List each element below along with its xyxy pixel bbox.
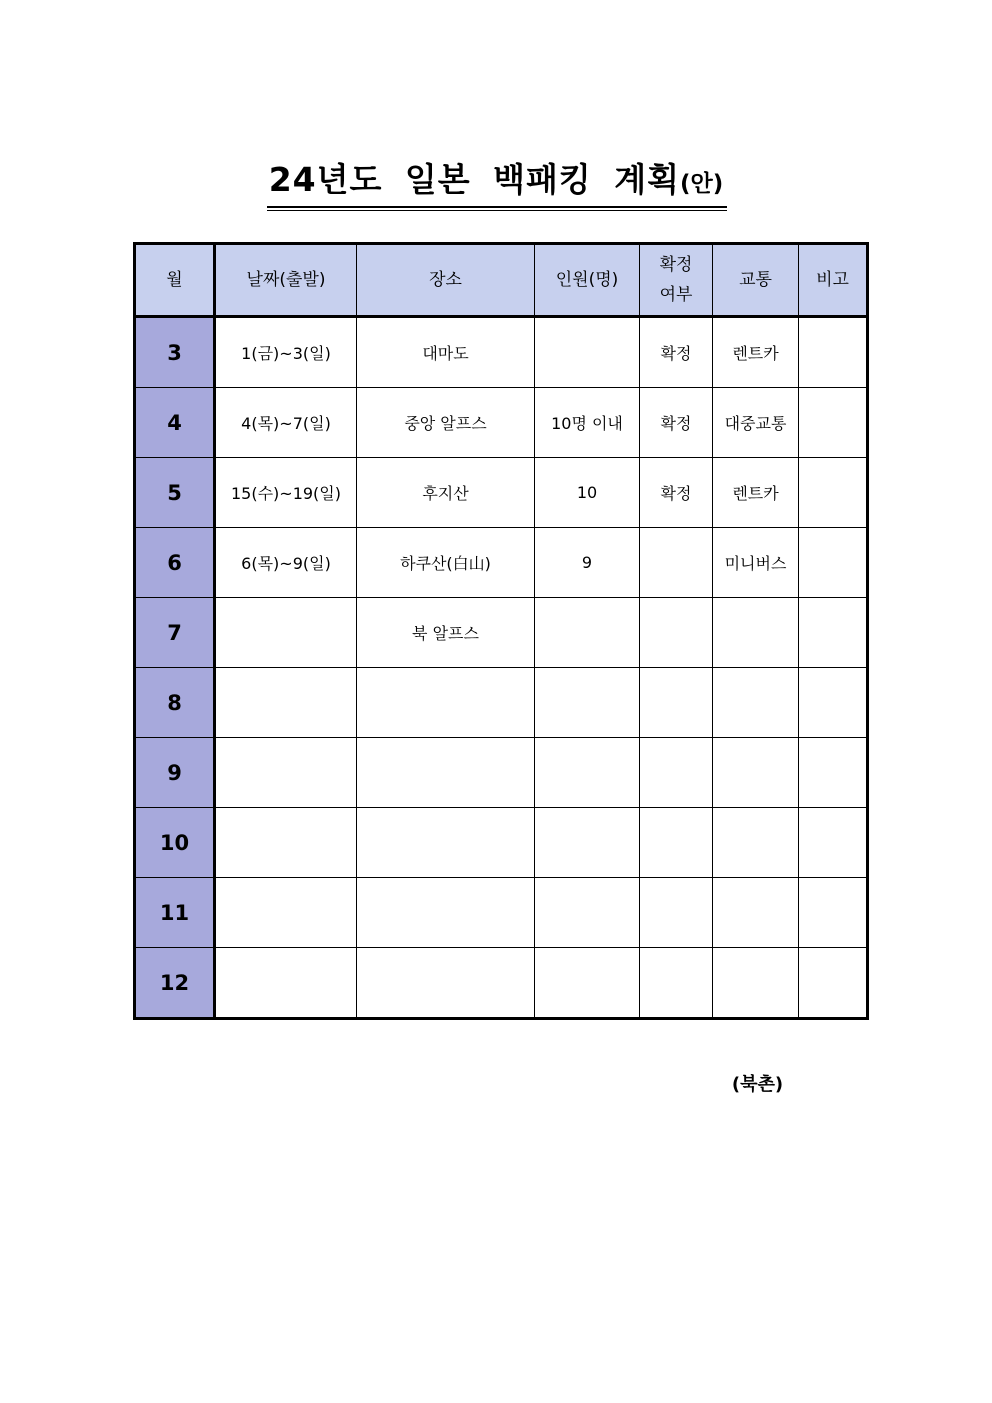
header-people: 인원(명): [535, 244, 640, 317]
cell-note: [799, 808, 868, 878]
cell-transport: [713, 808, 799, 878]
cell-month: 7: [135, 598, 215, 668]
cell-confirmed: [640, 808, 713, 878]
cell-date: 4(목)~7(일): [215, 388, 357, 458]
table-row: [135, 388, 868, 458]
cell-people: 10: [535, 458, 640, 528]
author-note: (북촌): [731, 1074, 784, 1095]
cell-confirmed: [640, 738, 713, 808]
cell-people: 10명 이내: [535, 388, 640, 458]
header-confirmed-line2: 여부: [659, 285, 693, 305]
cell-place: 중앙 알프스: [357, 388, 535, 458]
header-place: 장소: [357, 244, 535, 317]
cell-note: [799, 668, 868, 738]
cell-place: [357, 878, 535, 948]
header-note: 비고: [799, 244, 868, 317]
cell-date: [215, 878, 357, 948]
cell-people: [535, 808, 640, 878]
cell-transport: 대중교통: [713, 388, 799, 458]
cell-place: [357, 808, 535, 878]
cell-place: 후지산: [357, 458, 535, 528]
cell-note: [799, 458, 868, 528]
cell-note: [799, 878, 868, 948]
cell-people: [535, 878, 640, 948]
cell-place: [357, 948, 535, 1019]
cell-date: [215, 808, 357, 878]
cell-people: [535, 317, 640, 388]
cell-note: [799, 738, 868, 808]
title-underline: [267, 206, 727, 211]
cell-month: 5: [135, 458, 215, 528]
title-main: 24년도 일본 백패킹 계획: [268, 160, 681, 199]
header-date: 날짜(출발): [215, 244, 357, 317]
cell-month: 8: [135, 668, 215, 738]
cell-transport: 렌트카: [713, 317, 799, 388]
cell-month: 3: [135, 317, 215, 388]
cell-transport: 미니버스: [713, 528, 799, 598]
header-transport: 교통: [713, 244, 799, 317]
header-confirmed: [640, 244, 713, 317]
table-row: [135, 317, 868, 388]
title-sub: (안): [680, 171, 724, 197]
cell-note: [799, 598, 868, 668]
table-row: [135, 738, 868, 808]
page-title: [266, 154, 726, 201]
table-body: [135, 317, 868, 1019]
cell-people: [535, 738, 640, 808]
cell-month: 12: [135, 948, 215, 1019]
cell-transport: [713, 948, 799, 1019]
cell-place: 하쿠산(白山): [357, 528, 535, 598]
header-row: [135, 244, 868, 317]
cell-place: 대마도: [357, 317, 535, 388]
cell-date: [215, 738, 357, 808]
table-row: [135, 598, 868, 668]
cell-month: 11: [135, 878, 215, 948]
cell-note: [799, 317, 868, 388]
cell-note: [799, 388, 868, 458]
cell-people: 9: [535, 528, 640, 598]
cell-note: [799, 528, 868, 598]
cell-people: [535, 598, 640, 668]
table-row: [135, 458, 868, 528]
cell-transport: [713, 878, 799, 948]
table-row: [135, 808, 868, 878]
cell-date: 15(수)~19(일): [215, 458, 357, 528]
cell-month: 6: [135, 528, 215, 598]
cell-confirmed: [640, 598, 713, 668]
cell-confirmed: 확정: [640, 458, 713, 528]
cell-transport: 렌트카: [713, 458, 799, 528]
cell-place: [357, 738, 535, 808]
cell-month: 4: [135, 388, 215, 458]
cell-confirmed: [640, 668, 713, 738]
cell-transport: [713, 668, 799, 738]
cell-date: [215, 668, 357, 738]
table-row: [135, 528, 868, 598]
table-row: [135, 668, 868, 738]
cell-people: [535, 948, 640, 1019]
header-confirmed-line1: 확정: [659, 255, 693, 275]
cell-note: [799, 948, 868, 1019]
plan-table: [133, 242, 869, 1020]
cell-confirmed: 확정: [640, 388, 713, 458]
table-row: [135, 948, 868, 1019]
cell-place: 북 알프스: [357, 598, 535, 668]
table-row: [135, 878, 868, 948]
cell-confirmed: [640, 948, 713, 1019]
cell-month: 10: [135, 808, 215, 878]
cell-month: 9: [135, 738, 215, 808]
cell-people: [535, 668, 640, 738]
table-header: [135, 244, 868, 317]
cell-confirmed: 확정: [640, 317, 713, 388]
cell-confirmed: [640, 878, 713, 948]
cell-date: [215, 598, 357, 668]
cell-date: 6(목)~9(일): [215, 528, 357, 598]
cell-date: 1(금)~3(일): [215, 317, 357, 388]
cell-date: [215, 948, 357, 1019]
cell-transport: [713, 598, 799, 668]
cell-place: [357, 668, 535, 738]
cell-transport: [713, 738, 799, 808]
header-month: 월: [135, 244, 215, 317]
cell-confirmed: [640, 528, 713, 598]
